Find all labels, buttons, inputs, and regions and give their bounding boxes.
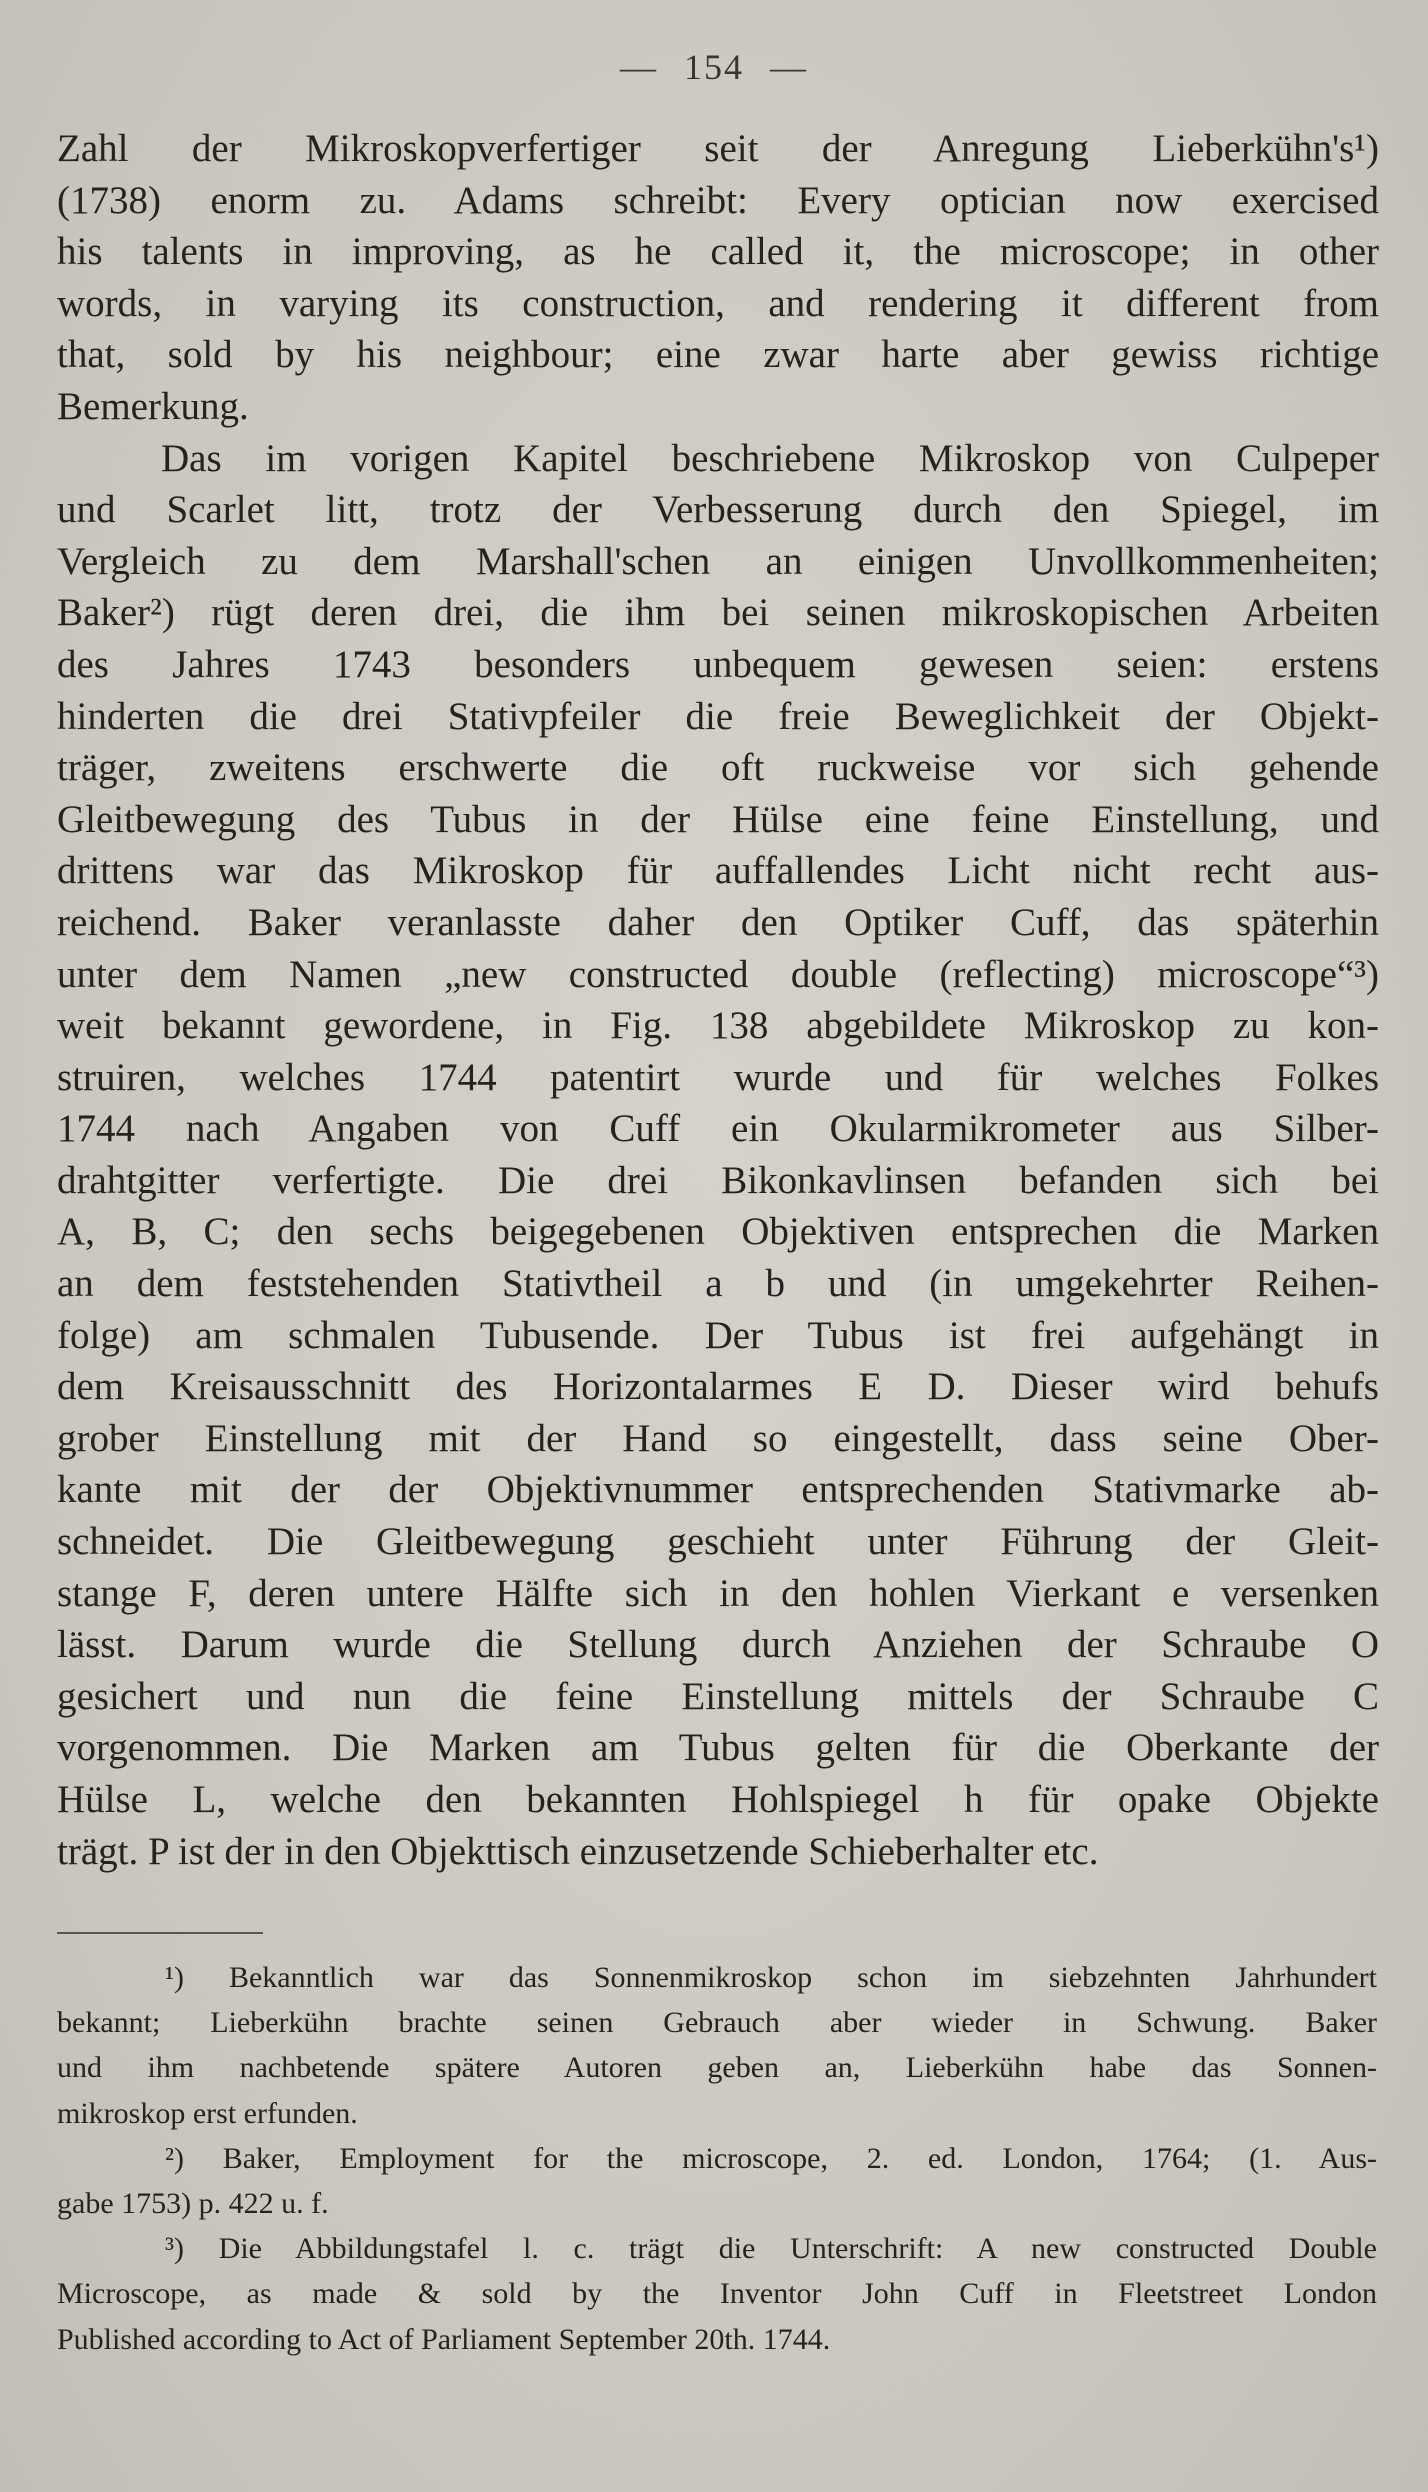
footnote-3 — [57, 2226, 1377, 2362]
text-line: reichend. Baker veranlasste daher den Optiker Cuff, das späterhin — [57, 900, 1379, 944]
text-line: drahtgitter verfertigte. Die drei Bikonkavlinsen befanden sich bei — [57, 1158, 1379, 1202]
text-line: stange F, deren untere Hälfte sich in den hohlen Vierkant e versenken — [57, 1571, 1379, 1615]
text-line: gesichert und nun die feine Einstellung mittels der Schraube C — [57, 1674, 1379, 1718]
text-line: words, in varying its construction, and rendering it different from — [57, 281, 1379, 325]
footnote-line: mikroskop erst erfunden. — [57, 2096, 358, 2130]
page-number: 154 — [684, 47, 744, 87]
text-line: weit bekannt gewordene, in Fig. 138 abgebildete Mikroskop zu kon- — [57, 1004, 1379, 1048]
text-line: und Scarlet litt, trotz der Verbesserung durch den Spiegel, im — [57, 488, 1379, 532]
text-line: A, B, C; den sechs beigegebenen Objektiven entsprechen die Marken — [57, 1210, 1379, 1254]
text-line: lässt. Darum wurde die Stellung durch Anziehen der Schraube O — [57, 1623, 1379, 1667]
text-line: unter dem Namen „new constructed double (reflecting) microscope“³) — [57, 952, 1379, 996]
footnote-line: Published according to Act of Parliament September 20th. 1744. — [57, 2322, 831, 2356]
text-line: drittens war das Mikroskop für auffallendes Licht nicht recht aus- — [57, 849, 1379, 893]
footnote-line: ¹) Bekanntlich war das Sonnenmikroskop schon im siebzehnten Jahrhundert — [165, 1961, 1377, 1994]
text-line: kante mit der der Objektivnummer entsprechenden Stativmarke ab- — [57, 1468, 1379, 1512]
text-line: dem Kreisausschnitt des Horizontalarmes E D. Dieser wird behufs — [57, 1365, 1379, 1409]
text-line: that, sold by his neighbour; eine zwar harte aber gewiss richtige — [57, 333, 1379, 377]
footnotes — [57, 1955, 1377, 2362]
footnote-divider — [57, 1932, 263, 1934]
header-dash-left: — — [620, 47, 658, 87]
footnote-line: ²) Baker, Employment for the microscope, 2. ed. London, 1764; (1. Aus- — [165, 2141, 1377, 2175]
text-line: Hülse L, welche den bekannten Hohlspiegel h für opake Objekte — [57, 1778, 1379, 1821]
page-header — [0, 46, 1428, 88]
footnote-line: Microscope, as made & sold by the Inventor John Cuff in Fleetstreet London — [57, 2277, 1377, 2311]
text-line: Gleitbewegung des Tubus in der Hülse eine feine Einstellung, und — [57, 797, 1379, 841]
footnote-line: gabe 1753) p. 422 u. f. — [57, 2186, 329, 2220]
text-line: Das im vorigen Kapitel beschriebene Mikroskop von Culpeper — [161, 436, 1379, 480]
footnote-line: ³) Die Abbildungstafel l. c. trägt die Unterschrift: A new constructed Double — [165, 2232, 1377, 2266]
text-line: struiren, welches 1744 patentirt wurde und für welches Folkes — [57, 1055, 1379, 1099]
text-line: Zahl der Mikroskopverfertiger seit der Anregung Lieberkühn's¹) — [57, 127, 1379, 170]
footnote-1 — [57, 1955, 1377, 2136]
text-line: Vergleich zu dem Marshall'schen an einigen Unvollkommenheiten; — [57, 539, 1379, 583]
text-line: vorgenommen. Die Marken am Tubus gelten für die Oberkante der — [57, 1726, 1379, 1770]
text-line: träger, zweitens erschwerte die oft ruckweise vor sich gehende — [57, 746, 1379, 790]
text-line: trägt. P ist der in den Objekttisch einzusetzende Schieberhalter etc. — [57, 1829, 1099, 1873]
text-line: schneidet. Die Gleitbewegung geschieht unter Führung der Gleit- — [57, 1520, 1379, 1564]
footnote-line: bekannt; Lieberkühn brachte seinen Gebrauch aber wieder in Schwung. Baker — [57, 2006, 1377, 2040]
footnote-line: und ihm nachbetende spätere Autoren geben an, Lieberkühn habe das Sonnen- — [57, 2051, 1377, 2085]
text-line: an dem feststehenden Stativtheil a b und (in umgekehrter Reihen- — [57, 1262, 1379, 1306]
text-line: his talents in improving, as he called it, the microscope; in other — [57, 230, 1379, 274]
header-dash-right: — — [770, 47, 808, 87]
text-line: 1744 nach Angaben von Cuff ein Okularmikrometer aus Silber- — [57, 1107, 1379, 1151]
text-line: hinderten die drei Stativpfeiler die freie Beweglichkeit der Objekt- — [57, 694, 1379, 738]
text-line: Bemerkung. — [57, 384, 249, 428]
footnote-2 — [57, 2136, 1377, 2226]
text-line: folge) am schmalen Tubusende. Der Tubus ist frei aufgehängt in — [57, 1313, 1379, 1357]
text-line: (1738) enorm zu. Adams schreibt: Every optician now exercised — [57, 178, 1379, 222]
text-line: des Jahres 1743 besonders unbequem gewesen seien: erstens — [57, 642, 1379, 686]
body-text — [57, 123, 1379, 1877]
text-line: Baker²) rügt deren drei, die ihm bei seinen mikroskopischen Arbeiten — [57, 591, 1379, 635]
text-line: grober Einstellung mit der Hand so eingestellt, dass seine Ober- — [57, 1416, 1379, 1460]
